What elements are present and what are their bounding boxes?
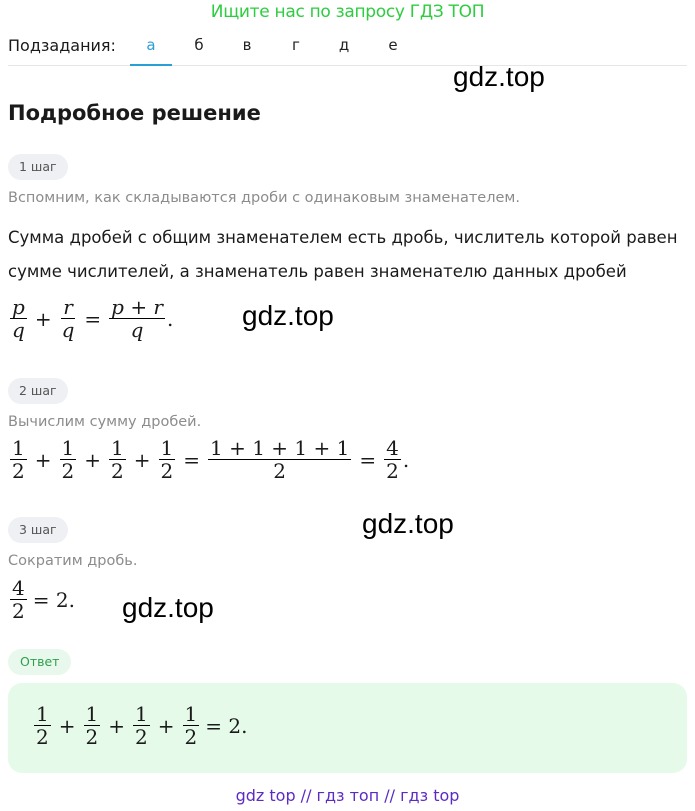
- watermark-text: gdz.top: [122, 592, 214, 623]
- watermark-text: gdz.top: [453, 61, 545, 92]
- subtasks-label: Подзадания:: [8, 36, 116, 55]
- step-2-hint: Вычислим сумму дробей.: [8, 414, 202, 430]
- step-3-pill: 3 шаг: [8, 517, 68, 543]
- step-2-pill: 2 шаг: [8, 378, 68, 404]
- section-title: Подробное решение: [8, 101, 261, 125]
- fraction: $\frac{4}{2}$: [12, 576, 25, 623]
- fraction: $\frac{1}{2}$: [111, 436, 124, 483]
- step-1-pill: 1 шаг: [8, 154, 68, 180]
- fraction: $\frac{1}{2}$: [61, 436, 75, 483]
- tab-d[interactable]: д: [338, 36, 350, 54]
- step-3-hint: Сократим дробь.: [8, 553, 138, 569]
- tab-e[interactable]: е: [388, 36, 398, 54]
- tab-v[interactable]: в: [242, 36, 252, 54]
- step-1-hint: Вспомним, как складываются дроби с одинаковым знаменателем.: [8, 190, 520, 206]
- fraction: $\frac{1}{2}$: [36, 702, 49, 749]
- fraction: $\frac{r}{q}$: [61, 295, 75, 342]
- step-1-text-line2: сумме числителей, а знаменатель равен знаменателю данных дробей: [8, 262, 627, 281]
- fraction: $\frac{p}{q}$: [12, 295, 25, 342]
- fraction: $\frac{1}{2}$: [135, 702, 148, 749]
- fraction: $\frac{1}{2}$: [85, 702, 99, 749]
- answer-pill: Ответ: [8, 649, 71, 675]
- tab-b[interactable]: б: [194, 36, 204, 54]
- fraction: $\frac{4}{2}$: [386, 436, 399, 483]
- fraction: $\frac{1 + 1 + 1 + 1}{2}$: [210, 436, 350, 483]
- tab-a[interactable]: а: [130, 36, 172, 66]
- step-3-formula: $\frac{4}{2}$ = 2.: [12, 576, 75, 623]
- watermark-text: gdz.top: [242, 300, 334, 331]
- answer-formula: $\frac{1}{2}$ + $\frac{1}{2}$ + $\frac{1}{2}$ + $\frac{1}{2}$ = 2.: [36, 702, 248, 749]
- fraction: $\frac{1}{2}$: [160, 436, 174, 483]
- step-1-text-line1: Сумма дробей с общим знаменателем есть дробь, числитель которой равен: [8, 228, 678, 247]
- fraction: $\frac{1}{2}$: [184, 702, 198, 749]
- promo-text: Ищите нас по запросу ГДЗ ТОП: [210, 2, 485, 22]
- tab-g[interactable]: г: [292, 36, 300, 54]
- subtasks-bar: [8, 36, 687, 66]
- step-1-formula: $\frac{p}{q}$ + $\frac{r}{q}$ = $\frac{p + r}{q}$ .: [12, 295, 174, 342]
- step-2-formula: $\frac{1}{2}$ + $\frac{1}{2}$ + $\frac{1}{2}$ + $\frac{1}{2}$ = $\frac{1 + 1 + 1 + 1}{2}$ = $\frac{4}{2}$ .: [12, 436, 410, 483]
- fraction: $\frac{p + r}{q}$: [111, 295, 163, 342]
- footer-link[interactable]: gdz top // гдз топ // гдз top: [235, 786, 460, 805]
- fraction: $\frac{1}{2}$: [12, 436, 25, 483]
- watermark-text: gdz.top: [362, 508, 454, 539]
